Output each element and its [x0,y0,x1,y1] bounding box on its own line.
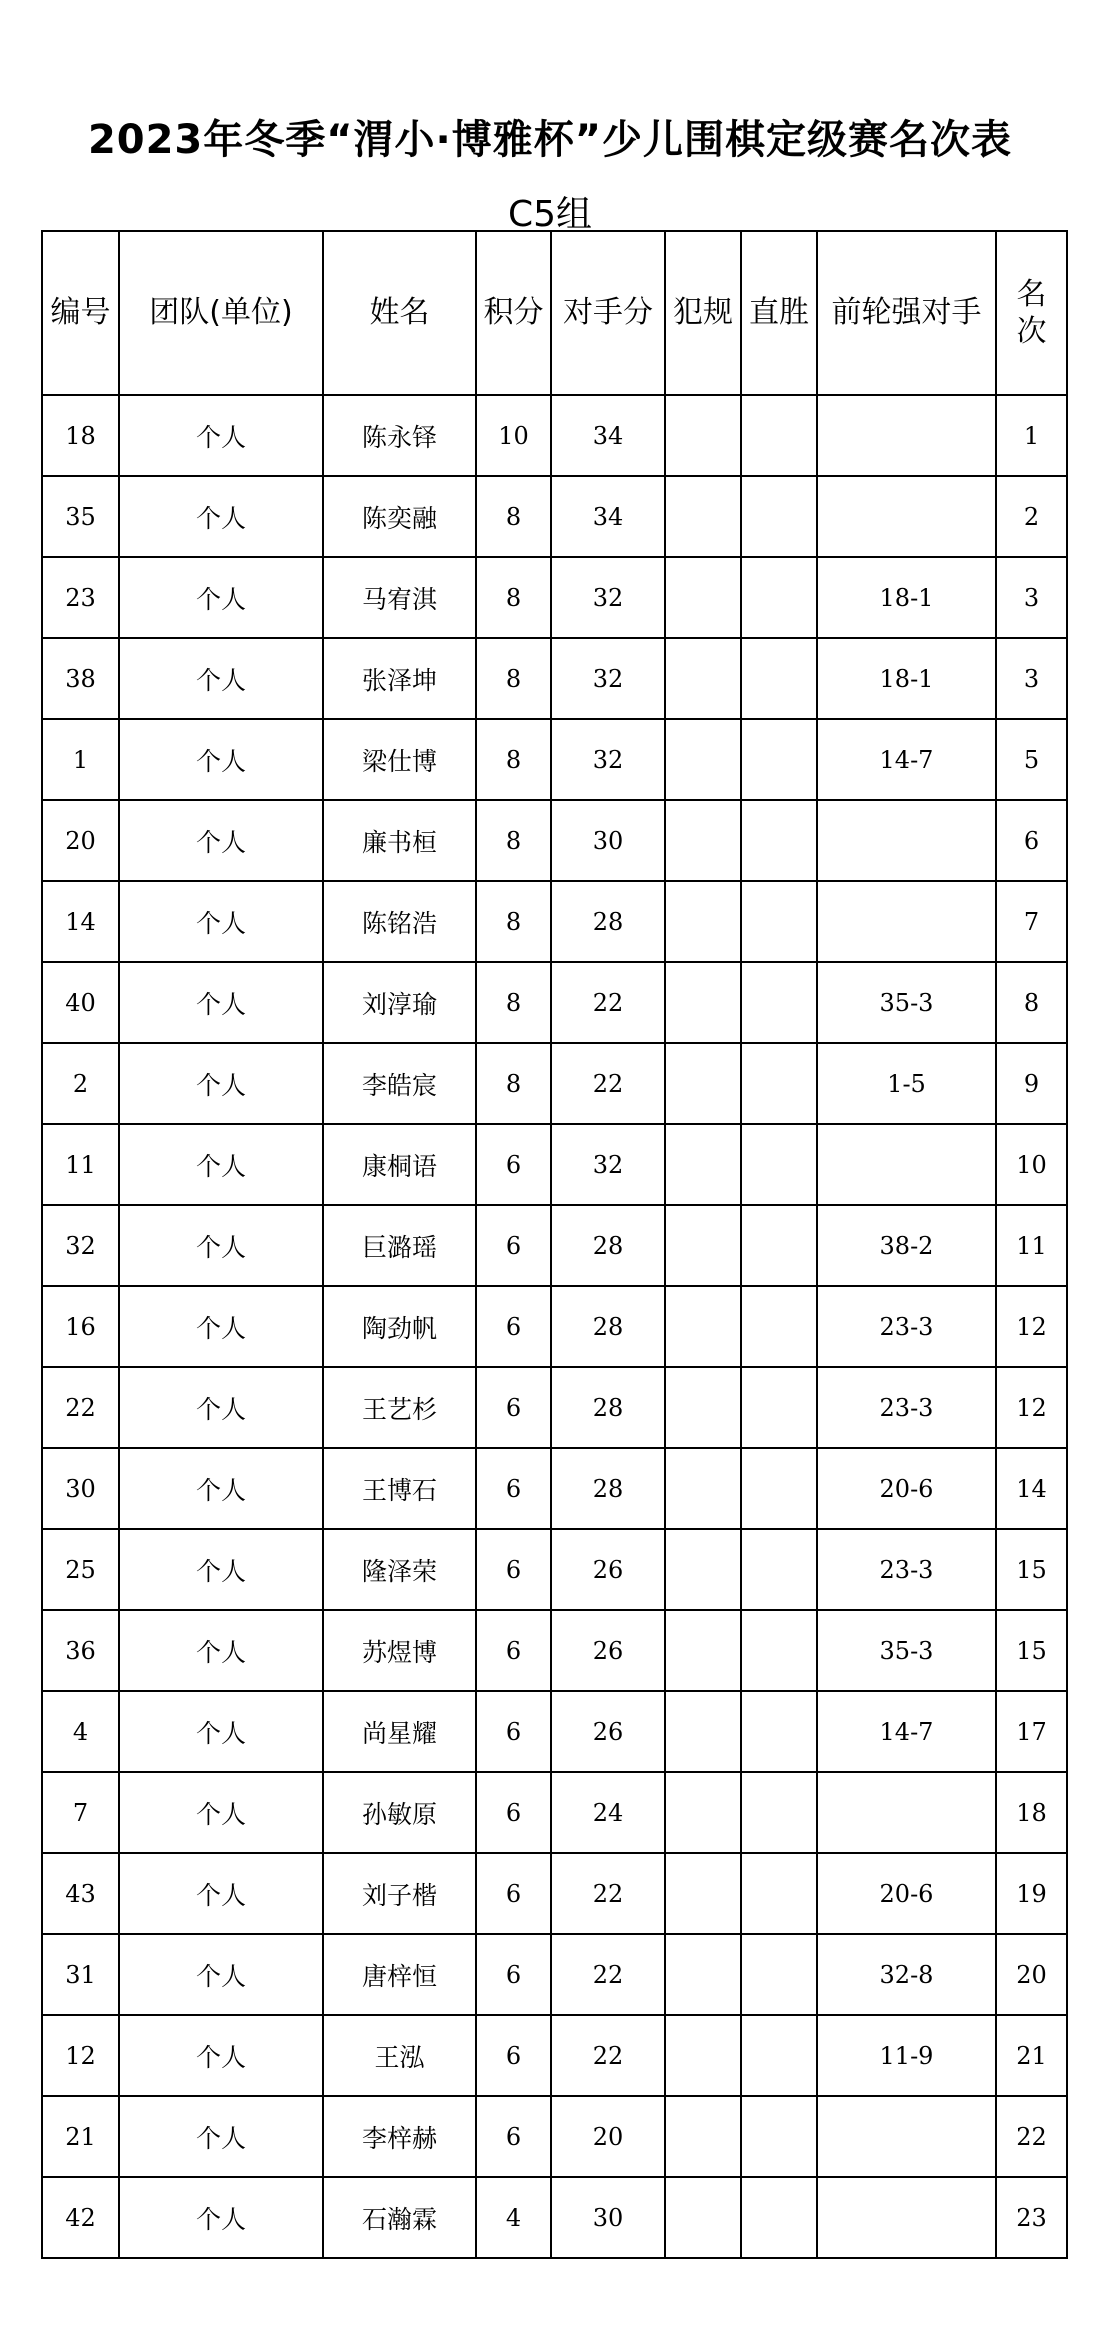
cell-id: 23 [42,557,119,638]
cell-id: 14 [42,881,119,962]
cell-score: 4 [476,2177,551,2258]
cell-direct-win [741,1043,817,1124]
cell-rank: 3 [996,638,1067,719]
cell-name: 陈铭浩 [323,881,476,962]
cell-name: 康桐语 [323,1124,476,1205]
cell-name: 孙敏原 [323,1772,476,1853]
cell-score: 10 [476,395,551,476]
cell-opponent-score: 28 [551,881,665,962]
table-row [42,719,1067,800]
cell-name: 刘子楷 [323,1853,476,1934]
cell-previous-opponent: 11-9 [817,2015,996,2096]
cell-previous-opponent [817,476,996,557]
table-row [42,1124,1067,1205]
cell-previous-opponent: 1-5 [817,1043,996,1124]
cell-team: 个人 [119,2015,323,2096]
cell-team: 个人 [119,962,323,1043]
cell-direct-win [741,1772,817,1853]
cell-id: 25 [42,1529,119,1610]
cell-score: 6 [476,1610,551,1691]
cell-opponent-score: 22 [551,1934,665,2015]
cell-opponent-score: 32 [551,1124,665,1205]
cell-foul [665,1529,741,1610]
cell-direct-win [741,1286,817,1367]
cell-id: 1 [42,719,119,800]
cell-opponent-score: 22 [551,2015,665,2096]
table-row [42,557,1067,638]
cell-direct-win [741,1934,817,2015]
table-row [42,1367,1067,1448]
cell-rank: 19 [996,1853,1067,1934]
cell-previous-opponent: 38-2 [817,1205,996,1286]
cell-rank: 12 [996,1286,1067,1367]
cell-score: 8 [476,962,551,1043]
cell-rank: 23 [996,2177,1067,2258]
cell-direct-win [741,881,817,962]
table-row [42,1448,1067,1529]
table-row [42,2177,1067,2258]
cell-rank: 11 [996,1205,1067,1286]
cell-direct-win [741,638,817,719]
cell-score: 6 [476,1367,551,1448]
table-row [42,962,1067,1043]
cell-id: 7 [42,1772,119,1853]
cell-previous-opponent: 23-3 [817,1367,996,1448]
cell-name: 陈奕融 [323,476,476,557]
table-row [42,1853,1067,1934]
cell-name: 李梓赫 [323,2096,476,2177]
cell-name: 马宥淇 [323,557,476,638]
cell-rank: 15 [996,1610,1067,1691]
table-header-row [42,231,1067,395]
cell-team: 个人 [119,1043,323,1124]
cell-name: 刘淳瑜 [323,962,476,1043]
table-row [42,1934,1067,2015]
cell-rank: 22 [996,2096,1067,2177]
cell-score: 6 [476,1934,551,2015]
cell-opponent-score: 34 [551,476,665,557]
cell-team: 个人 [119,881,323,962]
cell-score: 8 [476,557,551,638]
cell-foul [665,1772,741,1853]
table-row [42,2096,1067,2177]
cell-score: 8 [476,476,551,557]
cell-rank: 20 [996,1934,1067,2015]
cell-score: 6 [476,1529,551,1610]
table-row [42,1610,1067,1691]
cell-opponent-score: 26 [551,1610,665,1691]
cell-opponent-score: 22 [551,962,665,1043]
cell-id: 30 [42,1448,119,1529]
cell-direct-win [741,1124,817,1205]
header-rank [996,231,1067,395]
cell-previous-opponent: 23-3 [817,1529,996,1610]
cell-direct-win [741,476,817,557]
cell-name: 王艺杉 [323,1367,476,1448]
cell-team: 个人 [119,1205,323,1286]
cell-id: 43 [42,1853,119,1934]
cell-rank: 10 [996,1124,1067,1205]
cell-opponent-score: 30 [551,800,665,881]
cell-rank: 3 [996,557,1067,638]
cell-id: 12 [42,2015,119,2096]
cell-team: 个人 [119,1610,323,1691]
cell-previous-opponent: 32-8 [817,1934,996,2015]
cell-foul [665,1205,741,1286]
cell-id: 4 [42,1691,119,1772]
cell-name: 王博石 [323,1448,476,1529]
cell-name: 陶劲帆 [323,1286,476,1367]
cell-previous-opponent: 18-1 [817,557,996,638]
cell-team: 个人 [119,1691,323,1772]
cell-score: 6 [476,1286,551,1367]
cell-previous-opponent: 35-3 [817,962,996,1043]
cell-direct-win [741,719,817,800]
cell-foul [665,1286,741,1367]
cell-direct-win [741,2177,817,2258]
cell-opponent-score: 32 [551,557,665,638]
cell-name: 石瀚霖 [323,2177,476,2258]
cell-previous-opponent [817,1124,996,1205]
cell-team: 个人 [119,1124,323,1205]
table-row [42,800,1067,881]
cell-direct-win [741,962,817,1043]
cell-score: 6 [476,1448,551,1529]
cell-direct-win [741,2096,817,2177]
cell-rank: 2 [996,476,1067,557]
cell-foul [665,1853,741,1934]
table-row [42,1205,1067,1286]
table-row [42,395,1067,476]
group-title: C5组 [507,194,593,235]
table-row [42,1691,1067,1772]
cell-opponent-score: 28 [551,1205,665,1286]
cell-name: 陈永铎 [323,395,476,476]
cell-score: 8 [476,800,551,881]
cell-foul [665,1691,741,1772]
cell-foul [665,1043,741,1124]
cell-opponent-score: 28 [551,1367,665,1448]
cell-previous-opponent [817,2177,996,2258]
header-direct-win: 直胜 [741,231,817,395]
cell-score: 8 [476,881,551,962]
cell-direct-win [741,1610,817,1691]
cell-foul [665,881,741,962]
cell-direct-win [741,1853,817,1934]
cell-name: 巨潞瑶 [323,1205,476,1286]
cell-previous-opponent: 18-1 [817,638,996,719]
cell-foul [665,2015,741,2096]
cell-foul [665,719,741,800]
cell-direct-win [741,1448,817,1529]
cell-direct-win [741,557,817,638]
cell-team: 个人 [119,1934,323,2015]
cell-previous-opponent [817,881,996,962]
header-team: 团队(单位) [119,231,323,395]
table-row [42,1043,1067,1124]
cell-score: 6 [476,2015,551,2096]
cell-score: 6 [476,1853,551,1934]
cell-previous-opponent: 20-6 [817,1853,996,1934]
cell-opponent-score: 32 [551,719,665,800]
cell-opponent-score: 30 [551,2177,665,2258]
cell-id: 36 [42,1610,119,1691]
cell-foul [665,2096,741,2177]
header-name: 姓名 [323,231,476,395]
table-row [42,1286,1067,1367]
cell-foul [665,800,741,881]
cell-direct-win [741,1367,817,1448]
cell-score: 6 [476,1691,551,1772]
cell-id: 31 [42,1934,119,2015]
cell-team: 个人 [119,800,323,881]
table-row [42,1529,1067,1610]
header-previous-opponent: 前轮强对手 [817,231,996,395]
cell-id: 22 [42,1367,119,1448]
cell-direct-win [741,1529,817,1610]
cell-id: 38 [42,638,119,719]
cell-foul [665,1934,741,2015]
cell-score: 6 [476,2096,551,2177]
header-score: 积分 [476,231,551,395]
header-id: 编号 [42,231,119,395]
cell-foul [665,476,741,557]
cell-direct-win [741,2015,817,2096]
cell-previous-opponent [817,2096,996,2177]
cell-direct-win [741,395,817,476]
cell-team: 个人 [119,2177,323,2258]
cell-rank: 5 [996,719,1067,800]
cell-foul [665,395,741,476]
cell-id: 35 [42,476,119,557]
cell-id: 40 [42,962,119,1043]
cell-previous-opponent: 20-6 [817,1448,996,1529]
cell-id: 32 [42,1205,119,1286]
cell-direct-win [741,800,817,881]
cell-name: 唐梓恒 [323,1934,476,2015]
cell-score: 6 [476,1772,551,1853]
cell-previous-opponent [817,395,996,476]
cell-score: 6 [476,1205,551,1286]
cell-name: 李皓宸 [323,1043,476,1124]
cell-id: 11 [42,1124,119,1205]
table-row [42,638,1067,719]
cell-team: 个人 [119,2096,323,2177]
cell-previous-opponent: 14-7 [817,1691,996,1772]
cell-name: 王泓 [323,2015,476,2096]
cell-score: 8 [476,719,551,800]
cell-foul [665,1124,741,1205]
cell-foul [665,557,741,638]
cell-foul [665,638,741,719]
cell-rank: 1 [996,395,1067,476]
cell-team: 个人 [119,1529,323,1610]
cell-score: 6 [476,1124,551,1205]
ranking-table [41,230,1068,2259]
cell-score: 8 [476,638,551,719]
cell-foul [665,2177,741,2258]
document-title: 2023年冬季“渭小·博雅杯”少儿围棋定级赛名次表 [87,117,1013,163]
cell-opponent-score: 34 [551,395,665,476]
cell-previous-opponent: 23-3 [817,1286,996,1367]
cell-id: 42 [42,2177,119,2258]
cell-rank: 7 [996,881,1067,962]
cell-id: 20 [42,800,119,881]
cell-rank: 12 [996,1367,1067,1448]
cell-rank: 17 [996,1691,1067,1772]
cell-foul [665,962,741,1043]
cell-id: 16 [42,1286,119,1367]
cell-team: 个人 [119,1853,323,1934]
cell-team: 个人 [119,1448,323,1529]
cell-team: 个人 [119,557,323,638]
cell-name: 隆泽荣 [323,1529,476,1610]
table-body [42,395,1067,2258]
cell-opponent-score: 32 [551,638,665,719]
table-row [42,881,1067,962]
cell-opponent-score: 26 [551,1529,665,1610]
cell-team: 个人 [119,719,323,800]
cell-opponent-score: 28 [551,1448,665,1529]
cell-opponent-score: 24 [551,1772,665,1853]
cell-rank: 8 [996,962,1067,1043]
table-row [42,2015,1067,2096]
cell-name: 廉书桓 [323,800,476,881]
table-row [42,476,1067,557]
cell-name: 尚星耀 [323,1691,476,1772]
cell-foul [665,1367,741,1448]
cell-direct-win [741,1691,817,1772]
cell-team: 个人 [119,638,323,719]
cell-team: 个人 [119,1367,323,1448]
cell-previous-opponent: 35-3 [817,1610,996,1691]
cell-rank: 21 [996,2015,1067,2096]
cell-id: 21 [42,2096,119,2177]
cell-direct-win [741,1205,817,1286]
cell-name: 苏煜博 [323,1610,476,1691]
table-row [42,1772,1067,1853]
cell-name: 张泽坤 [323,638,476,719]
cell-previous-opponent [817,800,996,881]
cell-foul [665,1448,741,1529]
header-rank-label: 名次 [1016,276,1047,349]
header-foul: 犯规 [665,231,741,395]
cell-rank: 9 [996,1043,1067,1124]
cell-score: 8 [476,1043,551,1124]
cell-foul [665,1610,741,1691]
cell-opponent-score: 22 [551,1043,665,1124]
cell-opponent-score: 22 [551,1853,665,1934]
cell-team: 个人 [119,476,323,557]
cell-opponent-score: 20 [551,2096,665,2177]
cell-id: 2 [42,1043,119,1124]
cell-rank: 18 [996,1772,1067,1853]
cell-rank: 14 [996,1448,1067,1529]
cell-name: 梁仕博 [323,719,476,800]
cell-team: 个人 [119,1286,323,1367]
cell-id: 18 [42,395,119,476]
cell-previous-opponent [817,1772,996,1853]
cell-rank: 15 [996,1529,1067,1610]
cell-team: 个人 [119,395,323,476]
cell-opponent-score: 28 [551,1286,665,1367]
header-opponent-score: 对手分 [551,231,665,395]
cell-team: 个人 [119,1772,323,1853]
cell-opponent-score: 26 [551,1691,665,1772]
cell-rank: 6 [996,800,1067,881]
cell-previous-opponent: 14-7 [817,719,996,800]
